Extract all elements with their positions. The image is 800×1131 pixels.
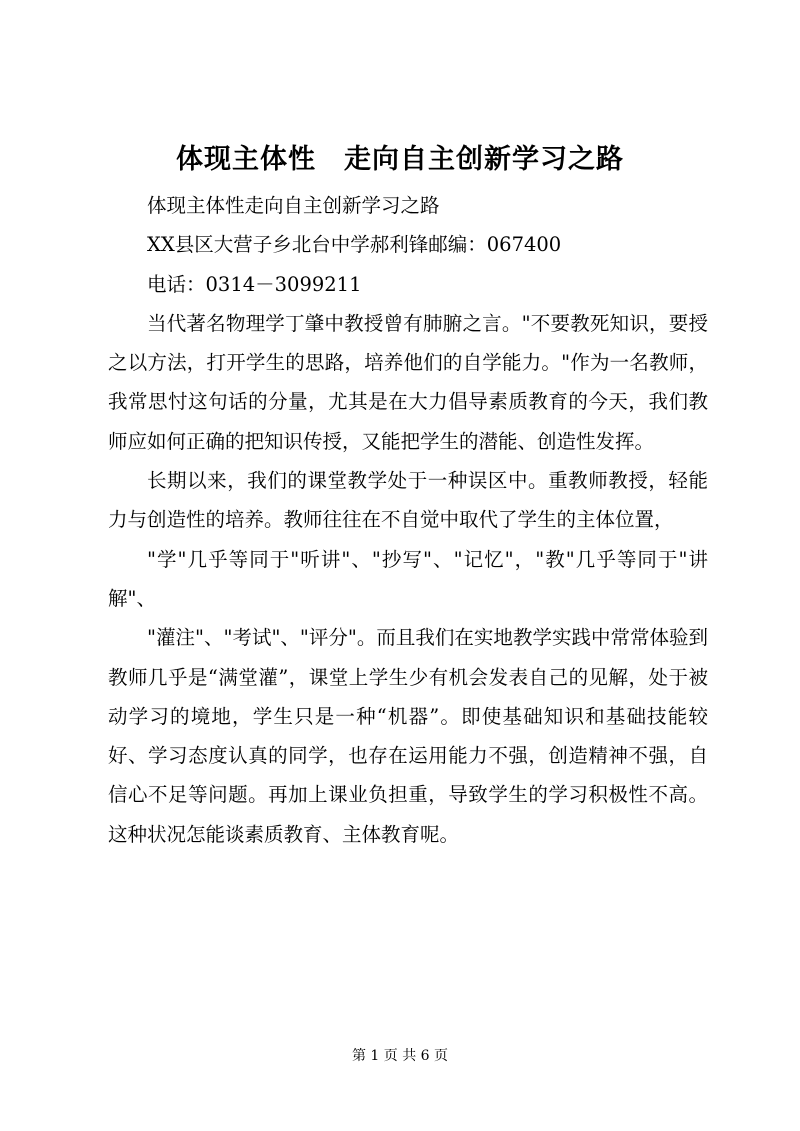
author-paragraph: XX县区大营子乡北台中学郝利锋邮编：067400: [147, 233, 562, 257]
body-paragraph: 当代著名物理学丁肇中教授曾有肺腑之言。"不要教死知识，要授之以方法，打开学生的思路，培养他们的自学能力。"作为一名教师，我常思忖这句话的分量，尤其是在大力倡导素质教育的今天，我们教师应如何正确的把知识传授，又能把学生的潜能、创造性发挥。: [108, 311, 708, 453]
subtitle-paragraph: 体现主体性走向自主创新学习之路: [147, 194, 440, 217]
body-paragraph: "灌注"、"考试"、"评分"。而且我们在实地教学实践中常常体验到教师几乎是“满堂灌”，课堂上学生少有机会发表自己的见解，处于被动学习的境地，学生只是一种“机器”。即使基础知识和基础技能较好、学习态度认真的同学，也存在运用能力不强，创造精神不强，自信心不足等问题。再加上课业负担重，导致学生的学习积极性不高。这种状况怎能谈素质教育、主体教育呢。: [108, 626, 708, 846]
phone-paragraph: 电话：0314－3099211: [147, 272, 362, 296]
document-title: 体现主体性 走向自主创新学习之路: [176, 144, 624, 175]
body-paragraph: "学"几乎等同于"听讲"、"抄写"、"记忆"，"教"几乎等同于"讲解"、: [108, 547, 708, 610]
page-number-footer: 第 1 页 共 6 页: [351, 1048, 449, 1064]
document-body: [108, 186, 708, 854]
body-paragraph: 长期以来，我们的课堂教学处于一种误区中。重教师教授，轻能力与创造性的培养。教师往往在不自觉中取代了学生的主体位置，: [108, 469, 708, 532]
